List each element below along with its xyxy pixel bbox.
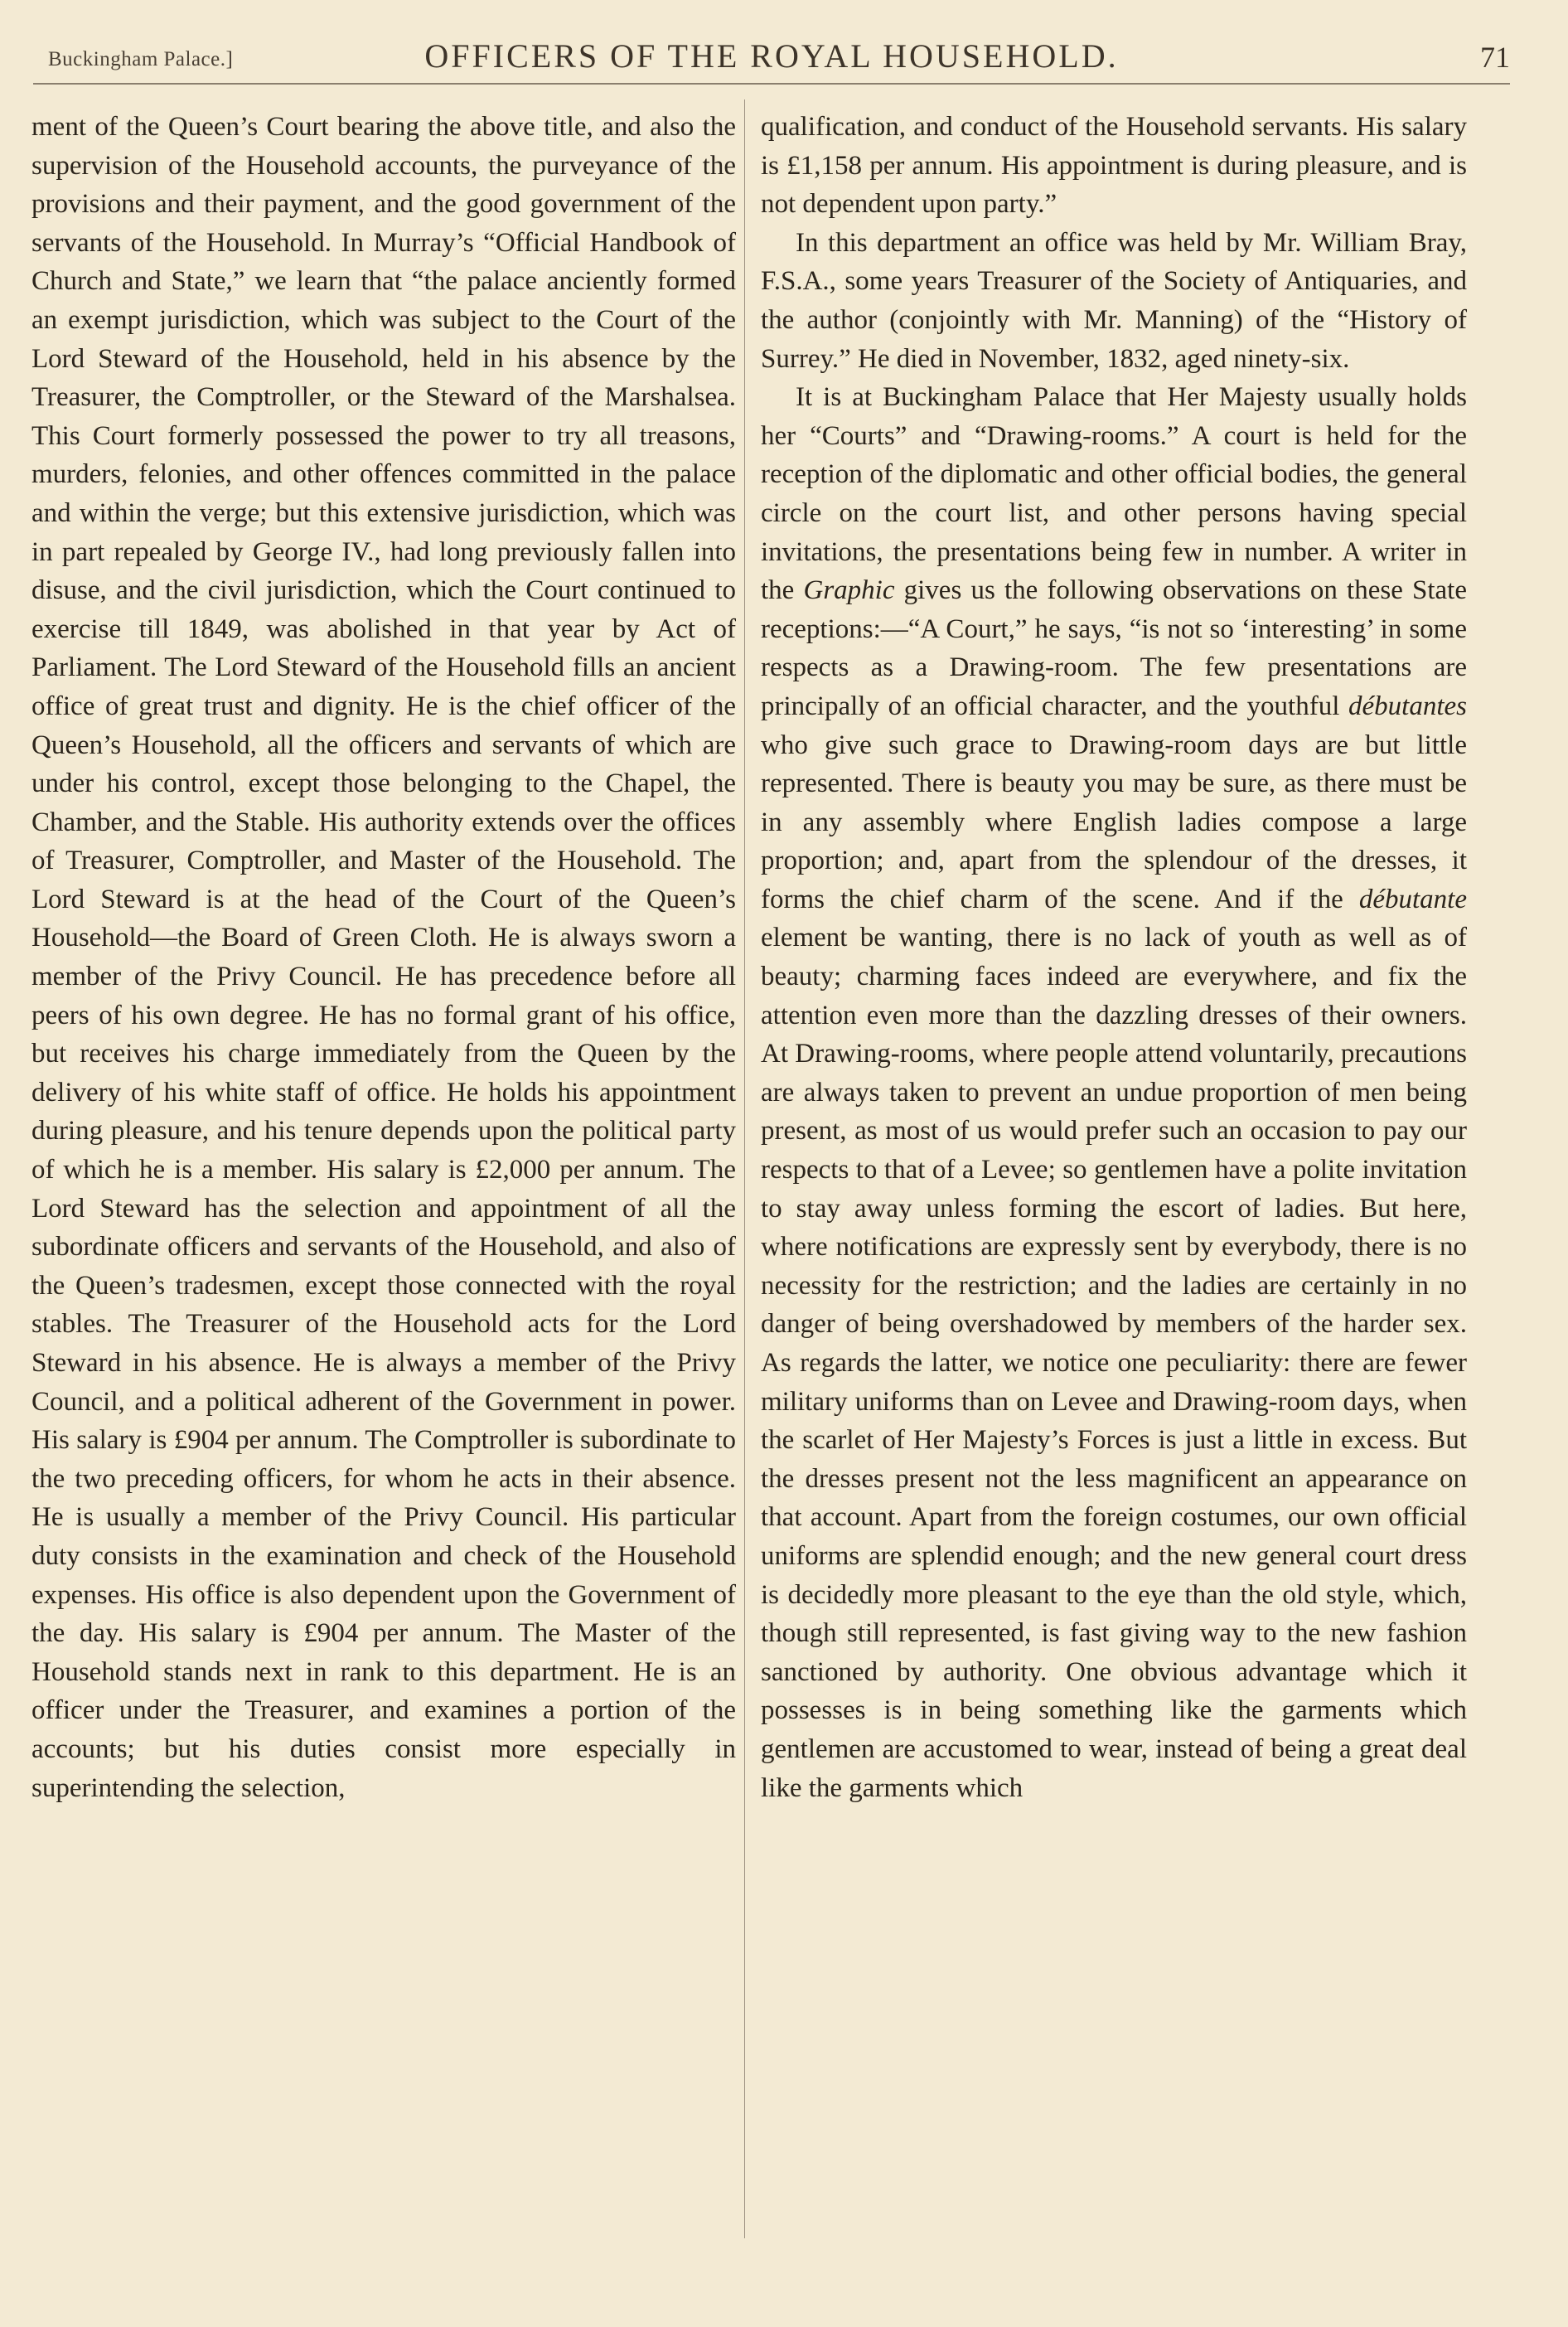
right-paragraph-3	[761, 378, 1467, 1807]
paragraph-3-text-d: element be wanting, there is no lack of youth as well as of beauty; charming faces indeed are everywhere, and fix the attention even more than the dazzling dresses of their owners. At Drawing-rooms, where people attend voluntarily, precautions are always taken to prevent an undue proportion of men being present, as most of us would prefer such an occasion to pay our respects to that of a Levee; so gentlemen have a polite invitation to stay away unless forming the escort of ladies. But here, where notifications are expressly sent by everybody, there is no necessity for the restriction; and the ladies are certainly in no danger of being overshadowed by members of the harder sex. As regards the latter, we notice one peculiarity: there are fewer military uniforms than on Levee and Drawing-room days, when the scarlet of Her Majesty’s Forces is just a little in excess. But the dresses present not the less magnificent an appearance on that account. Apart from the foreign costumes, our own official uniforms are splendid enough; and the new general court dress is decidedly more pleasant to the eye than the old style, which, though still represented, is fast giving way to the new fashion sanctioned by authority. One obvious advantage which it possesses is in being something like the garments which gentlemen are accustomed to wear, instead of being a great deal like the garments which	[761, 923, 1467, 1803]
running-head-section: Buckingham Palace.]	[48, 48, 234, 70]
left-column	[31, 108, 736, 1807]
column-divider	[744, 99, 745, 2238]
paragraph-3-text-a: It is at Buckingham Palace that Her Majesty usually holds her “Courts” and “Drawing-rooms.” A court is held for the reception of the diplomatic and other official bodies, the general circle on the court list, and other persons having special invitations, the presentations being few in number. A writer in the	[761, 382, 1467, 606]
header-rule	[33, 83, 1510, 85]
running-head-title: OFFICERS OF THE ROYAL HOUSEHOLD.	[424, 37, 1119, 75]
paragraph-3-text-c: who give such grace to Drawing-room days are but little represented. There is beauty you may be sure, as there must be in any assembly where English ladies compose a large proportion; and, apart from the splendour of the dresses, it forms the chief charm of the scene. And if the	[761, 730, 1467, 914]
right-paragraph-1: qualification, and conduct of the Household servants. His salary is £1,158 per annum. His appointment is during pleasure, and is not dependent upon party.”	[761, 112, 1467, 220]
graphic-title: Graphic	[803, 575, 895, 606]
right-column	[761, 108, 1467, 1807]
running-head	[33, 36, 1510, 80]
paragraph-3-text-b: gives us the following observations on these State receptions:—“A Court,” he says, “is not so ‘interesting’ in some respects as a Drawing-room. The few presentations are principally of an official character, and the youthful	[761, 575, 1467, 721]
page-number: 71	[1480, 41, 1510, 74]
right-paragraph-2: In this department an office was held by Mr. William Bray, F.S.A., some years Treasurer of the Society of Antiquaries, and the author (conjointly with Mr. Manning) of the “History of Surrey.” He died in November, 1832, aged ninety-six.	[761, 227, 1467, 374]
debutante-word: débutante	[1358, 884, 1467, 914]
debutantes-word: débutantes	[1348, 691, 1467, 721]
left-paragraph-1: ment of the Queen’s Court bearing the above title, and also the supervision of the Household accounts, the purveyance of the provisions and their payment, and the good government of the servants of the Household. In Murray’s “Official Handbook of Church and State,” we learn that “the palace anciently formed an exempt jurisdiction, which was subject to the Court of the Lord Steward of the Household, held in his absence by the Treasurer, the Comptroller, or the Steward of the Marshalsea. This Court formerly possessed the power to try all treasons, murders, felonies, and other offences committed in the palace and within the verge; but this extensive jurisdiction, which was in part repealed by George IV., had long previously fallen into disuse, and the civil jurisdiction, which the Court continued to exercise till 1849, was abolished in that year by Act of Parliament. The Lord Steward of the Household fills an ancient office of great trust and dignity. He is the chief officer of the Queen’s Household, all the officers and servants of which are under his control, except those belonging to the Chapel, the Chamber, and the Stable. His authority extends over the offices of Treasurer, Comptroller, and Master of the Household. The Lord Steward is at the head of the Court of the Queen’s Household—the Board of Green Cloth. He is always sworn a member of the Privy Council. He has precedence before all peers of his own degree. He has no formal grant of his office, but receives his charge immediately from the Queen by the delivery of his white staff of office. He holds his appointment during pleasure, and his tenure depends upon the political party of which he is a member. His salary is £2,000 per annum. The Lord Steward has the selection and appointment of all the subordinate officers and servants of the Household, and also of the Queen’s tradesmen, except those connected with the royal stables. The Treasurer of the Household acts for the Lord Steward in his absence. He is always a member of the Privy Council, and a political adherent of the Government in power. His salary is £904 per annum. The Comptroller is subordinate to the two preceding officers, for whom he acts in their absence. He is usually a member of the Privy Council. His particular duty consists in the examination and check of the Household expenses. His office is also dependent upon the Government of the day. His salary is £904 per annum. The Master of the Household stands next in rank to this department. He is an officer under the Treasurer, and examines a portion of the accounts; but his duties consist more especially in superintending the selection,	[31, 112, 736, 1803]
